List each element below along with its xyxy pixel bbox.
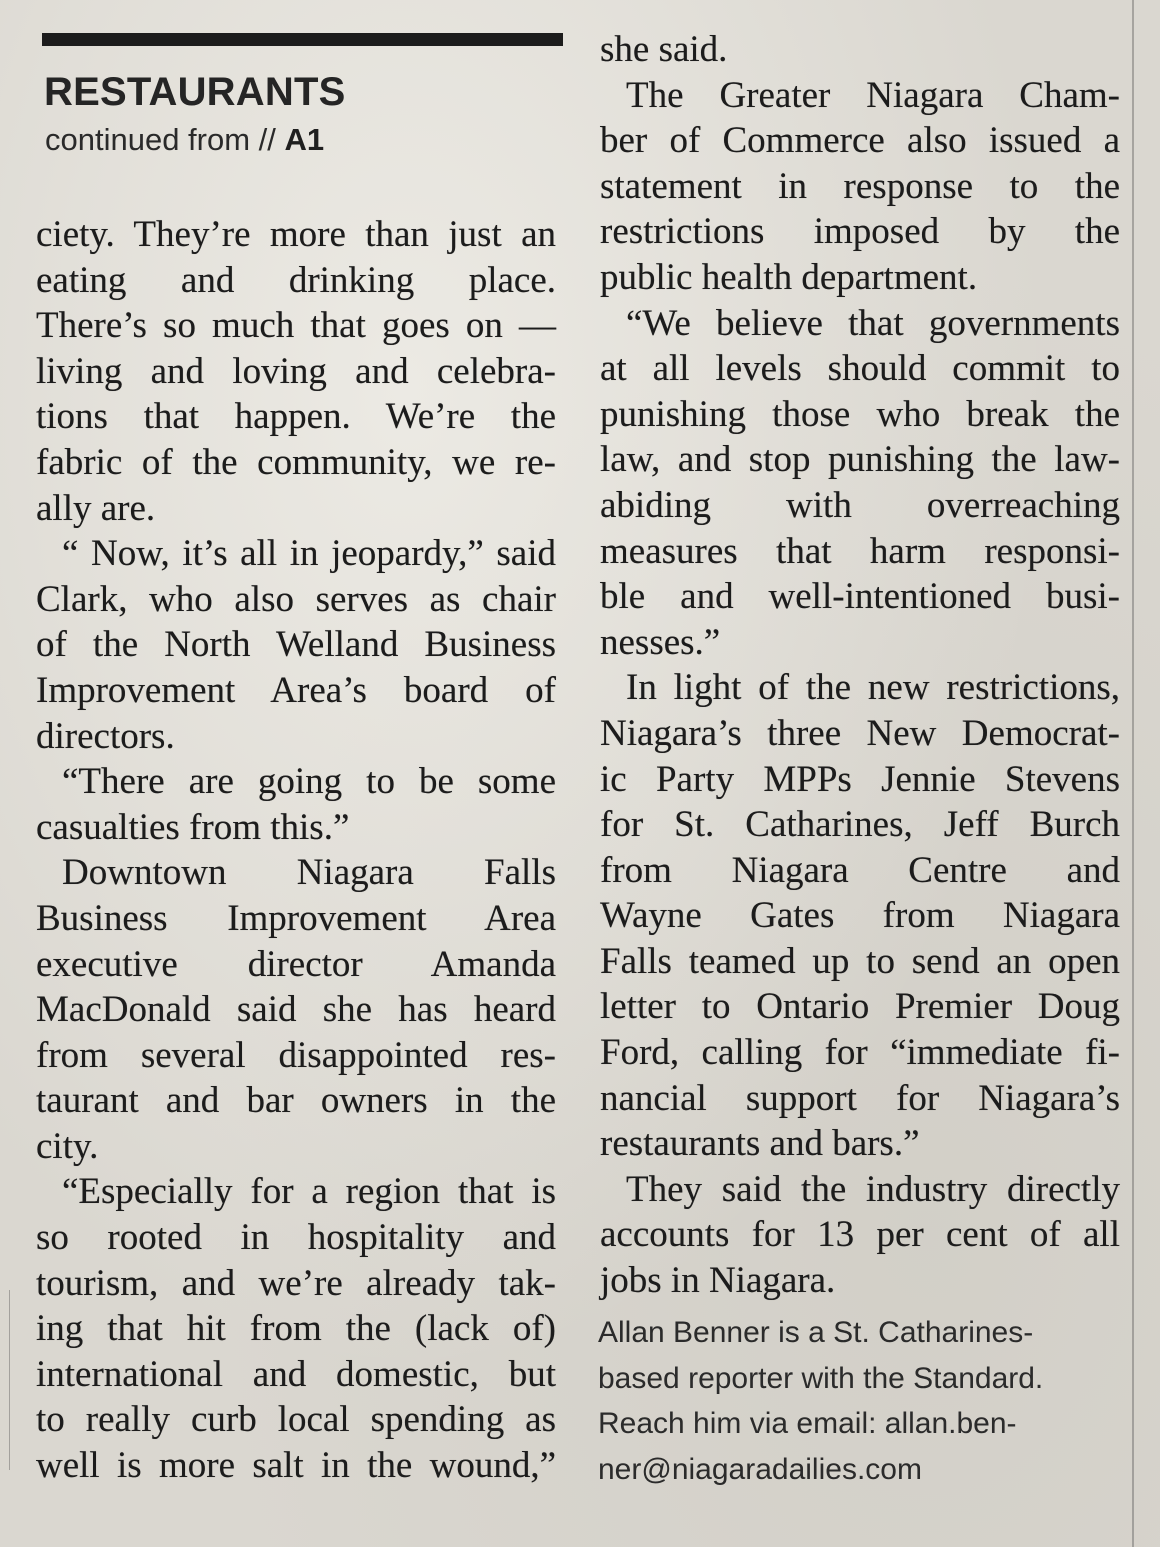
article-paragraph bbox=[600, 73, 1120, 301]
article-line: statement in response to the bbox=[600, 165, 1120, 207]
article-line: ciety. They’re more than just an bbox=[36, 214, 556, 255]
article-line: law, and stop punishing the law- bbox=[600, 439, 1120, 481]
article-paragraph bbox=[36, 531, 556, 759]
article-line: international and domestic, but bbox=[36, 1353, 556, 1395]
article-paragraph bbox=[600, 27, 1120, 73]
article-line: for St. Catharines, Jeff Burch bbox=[600, 804, 1120, 846]
article-line: “There are going to be some bbox=[62, 761, 556, 803]
article-line: Ford, calling for “immediate fi- bbox=[600, 1032, 1120, 1074]
article-line: from several disappointed res- bbox=[36, 1034, 556, 1076]
article-line: restrictions imposed by the bbox=[600, 211, 1120, 253]
article-line: from Niagara Centre and bbox=[600, 849, 1120, 891]
article-line: nancial support for Niagara’s bbox=[600, 1077, 1120, 1119]
article-line: abiding with overreaching bbox=[600, 484, 1120, 526]
column-divider bbox=[1132, 0, 1134, 1547]
article-column-right bbox=[600, 27, 1120, 1304]
author-bio-line: Reach him via email: allan.ben- bbox=[598, 1407, 1017, 1441]
article-line: so rooted in hospitality and bbox=[36, 1217, 556, 1259]
article-paragraph bbox=[600, 665, 1120, 1167]
article-paragraph bbox=[36, 759, 556, 850]
article-line: Downtown Niagara Falls bbox=[62, 852, 556, 894]
author-bio-line: Allan Benner is a St. Catharines- bbox=[598, 1316, 1034, 1349]
article-line: accounts for 13 per cent of all bbox=[600, 1214, 1120, 1256]
article-line: executive director Amanda bbox=[36, 943, 556, 985]
article-paragraph bbox=[36, 212, 556, 531]
article-line: “ Now, it’s all in jeopardy,” said bbox=[62, 533, 556, 575]
article-line: nesses.” bbox=[600, 621, 721, 663]
article-line: The Greater Niagara Cham- bbox=[626, 74, 1120, 116]
article-line: Business Improvement Area bbox=[36, 897, 556, 939]
article-line: restaurants and bars.” bbox=[600, 1123, 920, 1165]
article-line: They said the industry directly bbox=[626, 1168, 1120, 1210]
continued-from-label bbox=[45, 122, 324, 158]
article-line: she said. bbox=[600, 29, 728, 70]
article-line: at all levels should commit to bbox=[600, 348, 1120, 390]
author-bio-line: ner@niagaradailies.com bbox=[598, 1452, 922, 1486]
author-bio-line: based reporter with the Standard. bbox=[598, 1361, 1044, 1395]
article-line: MacDonald said she has heard bbox=[36, 989, 556, 1031]
article-line: directors. bbox=[36, 715, 175, 757]
article-line: casualties from this.” bbox=[36, 806, 350, 848]
author-bio bbox=[598, 1310, 1118, 1492]
article-line: to really curb local spending as bbox=[36, 1399, 556, 1441]
article-line: Wayne Gates from Niagara bbox=[600, 895, 1120, 937]
section-title: RESTAURANTS bbox=[44, 70, 346, 114]
article-paragraph bbox=[36, 850, 556, 1169]
article-line: fabric of the community, we re- bbox=[36, 441, 556, 483]
section-rule bbox=[42, 33, 563, 46]
article-line: “Especially for a region that is bbox=[62, 1171, 556, 1213]
article-line: letter to Ontario Premier Doug bbox=[600, 986, 1120, 1028]
article-line: ally are. bbox=[36, 487, 156, 529]
article-line: eating and drinking place. bbox=[36, 259, 556, 301]
article-line: well is more salt in the wound,” bbox=[36, 1445, 556, 1487]
article-line: tions that happen. We’re the bbox=[36, 396, 556, 438]
article-line: taurant and bar owners in the bbox=[36, 1080, 556, 1122]
article-line: Clark, who also serves as chair bbox=[36, 578, 556, 620]
article-line: In light of the new restrictions, bbox=[626, 667, 1120, 709]
article-line: punishing those who break the bbox=[600, 393, 1120, 435]
page-edge bbox=[9, 1290, 10, 1470]
article-line: ic Party MPPs Jennie Stevens bbox=[600, 758, 1120, 800]
article-line: ble and well-intentioned busi- bbox=[600, 576, 1120, 618]
article-line: Falls teamed up to send an open bbox=[600, 940, 1120, 982]
article-line: tourism, and we’re already tak- bbox=[36, 1262, 556, 1304]
article-line: ing that hit from the (lack of) bbox=[36, 1308, 556, 1350]
article-paragraph bbox=[36, 1169, 556, 1488]
article-line: living and loving and celebra- bbox=[36, 350, 556, 392]
article-paragraph bbox=[600, 301, 1120, 666]
article-line: “We believe that governments bbox=[626, 302, 1120, 344]
article-line: of the North Welland Business bbox=[36, 624, 556, 666]
article-line: city. bbox=[36, 1125, 99, 1167]
article-line: Niagara’s three New Democrat- bbox=[600, 712, 1120, 754]
article-line: ber of Commerce also issued a bbox=[600, 120, 1120, 162]
article-paragraph bbox=[600, 1167, 1120, 1304]
article-line: jobs in Niagara. bbox=[600, 1260, 836, 1302]
article-line: There’s so much that goes on — bbox=[36, 305, 556, 347]
continued-page: A1 bbox=[284, 122, 325, 157]
article-line: public health department. bbox=[600, 256, 978, 298]
article-line: Improvement Area’s board of bbox=[36, 669, 556, 711]
article-column-left bbox=[36, 212, 556, 1489]
article-line: measures that harm responsi- bbox=[600, 530, 1120, 572]
continued-label: continued from // bbox=[45, 122, 276, 157]
